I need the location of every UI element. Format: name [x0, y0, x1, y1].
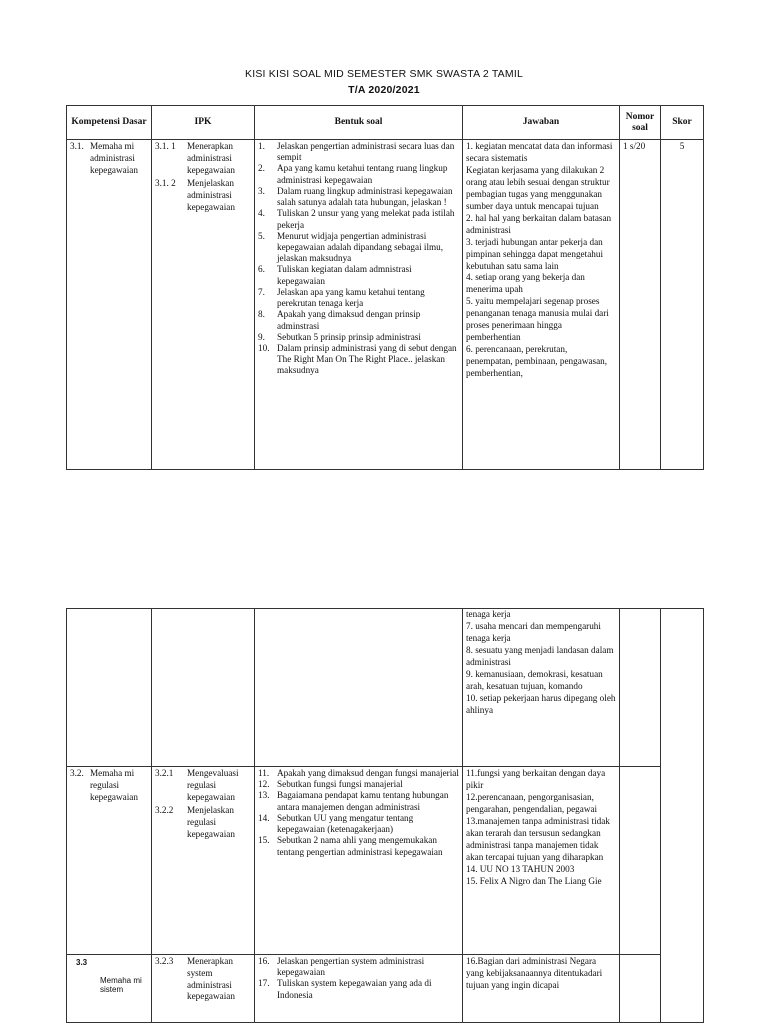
list-item: 14. Sebutkan UU yang mengatur tentang kepegawaian (ketenagakerjaan)	[258, 812, 414, 835]
table-row	[67, 955, 704, 1023]
answer-line: 14. UU NO 13 TAHUN 2003	[466, 863, 575, 874]
table-row	[67, 609, 704, 767]
answer-line: 3. terjadi hubungan antar pekerja dan pimpinan sehingga dapat mengetahui kebutuhan satu sama lain	[466, 236, 604, 271]
kd-text: Memaha mi sistem	[100, 975, 142, 995]
answers-cell	[463, 955, 620, 1023]
list-item: 11. Apakah yang dimaksud dengan fungsi manajerial	[258, 768, 459, 778]
ipk-text: Mengevaluasi regulasi kepegawaian	[187, 768, 239, 802]
ipk-number: 3.2.2	[155, 805, 174, 816]
list-item: 9. Sebutkan 5 prinsip prinsip administrasi	[258, 331, 421, 342]
list-item: 12. Sebutkan fungsi fungsi manajerial	[258, 779, 403, 790]
answer-line: 4. setiap orang yang bekerja dan menerima upah	[466, 272, 585, 295]
list-item: 2. Apa yang kamu ketahui tentang ruang lingkup administrasi kepegawaian	[258, 163, 448, 185]
nomor-cell	[620, 955, 661, 1023]
questions-cell	[255, 140, 463, 470]
answer-line: 9. kemanusiaan, demokrasi, kesatuan arah, kesatuan tujuan, komando	[466, 668, 603, 691]
skor-cell	[661, 609, 704, 1023]
answer-line: 2. hal hal yang berkaitan dalam batasan administrasi	[466, 212, 612, 235]
academic-year: T/A 2020/2021	[348, 84, 420, 96]
questions-cell	[255, 609, 463, 767]
header-ipk: IPK	[152, 106, 255, 140]
questions-cell	[255, 767, 463, 955]
answers-cell	[463, 767, 620, 955]
answer-line: 8. sesuatu yang menjadi landasan dalam administrasi	[466, 644, 614, 667]
ipk-cell	[152, 767, 255, 955]
answer-line: Kegiatan kerjasama yang dilakukan 2 orang atau lebih sesuai dengan struktur pembagian tugas yang menggunakan sumber daya untuk mencapai tujuan	[466, 164, 610, 211]
ipk-number: 3.1. 2	[155, 178, 176, 189]
list-item: 16. Jelaskan pengertian system administrasi kepegawaian	[258, 956, 425, 978]
nomor-cell: 1 s/20	[620, 140, 661, 470]
ipk-number: 3.2.3	[155, 956, 174, 966]
answer-line: 13.manajemen tanpa administrasi tidak akan terarah dan tersusun sedangkan administrasi tanpa manajemen tidak akan tercapai tujuan yang diharapkan	[466, 815, 610, 862]
grid-table-page-1	[66, 105, 704, 470]
kd-cell	[67, 609, 152, 767]
answer-line: 6. perencanaan, perekrutan, penempatan, pembinaan, pengawasan, pemberhentian,	[466, 344, 608, 379]
list-item: 6. Tuliskan kegiatan dalam admnistrasi kepegawaian	[258, 264, 412, 286]
ipk-text: Menjelaskan regulasi kepegawaian	[187, 805, 235, 839]
answer-line: 12.perencanaan, pengorganisasian, pengarahan, pengendalian, pegawai	[466, 791, 598, 814]
kd-text: Memaha mi regulasi kepegawaian	[90, 768, 138, 802]
header-jawaban: Jawaban	[463, 106, 620, 140]
ipk-cell	[152, 140, 255, 470]
nomor-cell	[620, 767, 661, 955]
list-item: 17. Tuliskan system kepegawaian yang ada di Indonesia	[258, 978, 432, 1000]
document-title: KISI KISI SOAL MID SEMESTER SMK SWASTA 2 TAMIL	[245, 68, 523, 80]
list-item: 13. Bagaiamana pendapat kamu tentang hubungan antara manajemen dengan administrasi	[258, 790, 449, 812]
questions-cell	[255, 955, 463, 1023]
ipk-number: 3.1. 1	[155, 141, 176, 151]
kd-cell	[67, 955, 152, 1023]
answer-line: 1. kegiatan mencatat data dan informasi secara sistematis	[466, 141, 613, 163]
kd-number: 3.3	[76, 958, 88, 967]
list-item: 15. Sebutkan 2 nama ahli yang mengemukakan tentang pengertian administrasi kepegawaian	[258, 835, 443, 857]
list-item: 5. Menurut widjaja pengertian administrasi kepegawaian adalah dipandang sebagai ilmu, jelaskan maksudnya	[258, 230, 444, 264]
answers-cell	[463, 140, 620, 470]
header-skor: Skor	[661, 106, 704, 140]
answer-line: 11.fungsi yang berkaitan dengan daya pikir	[466, 768, 606, 790]
ipk-cell	[152, 955, 255, 1023]
list-item: 4. Tuliskan 2 unsur yang yang melekat pada istilah pekerja	[258, 208, 455, 230]
ipk-text: Menerapkan administrasi kepegawaian	[187, 141, 235, 175]
skor-cell: 5	[661, 140, 704, 470]
header-bentuk: Bentuk soal	[255, 106, 463, 140]
kd-cell	[67, 767, 152, 955]
answer-line: 10. setiap pekerjaan harus dipegang oleh ahlinya	[466, 692, 616, 715]
header-nomor: Nomor soal	[620, 106, 661, 140]
answers-cell	[463, 609, 620, 767]
header-kd: Kompetensi Dasar	[67, 106, 152, 140]
answer-line: tenaga kerja	[466, 609, 511, 619]
kd-number: 3.2.	[70, 768, 84, 778]
table-row	[67, 767, 704, 955]
list-item: 8. Apakah yang dimaksud dengan prinsip adminstrasi	[258, 309, 421, 331]
list-item: 3. Dalam ruang lingkup administrasi kepegawaian salah satunya adalah tata hubungan, jelaskan !	[258, 185, 453, 208]
answer-line: 16.Bagian dari administrasi Negara yang kebijaksanaannya ditentukadari tujuan yang ingin dicapai	[466, 956, 603, 990]
list-item: 10. Dalam prinsip administrasi yang di sebut dengan The Right Man On The Right Place.. jelaskan maksudnya	[258, 342, 457, 376]
answer-line: 5. yaitu mempelajari segenap proses penanganan tenaga manusia mulai dari proses penerimaan hingga pemberhentian	[466, 296, 609, 343]
list-item: 7. Jelaskan apa yang kamu ketahui tentang perekrutan tenaga kerja	[258, 286, 425, 309]
list-item: 1. Jelaskan pengertian administrasi secara luas dan sempit	[258, 141, 455, 163]
header-row	[67, 106, 704, 140]
nomor-cell	[620, 609, 661, 767]
answer-line: 15. Felix A Nigro dan The Liang Gie	[466, 875, 602, 886]
ipk-text: Menjelaskan administrasi kepegawaian	[187, 178, 235, 212]
grid-table-page-2	[66, 608, 704, 1023]
kd-number: 3.1.	[70, 141, 84, 151]
kd-text: Memaha mi administrasi kepegawaian	[90, 141, 138, 175]
ipk-cell	[152, 609, 255, 767]
kd-cell	[67, 140, 152, 470]
table-row	[67, 140, 704, 470]
ipk-number: 3.2.1	[155, 768, 174, 778]
answer-line: 7. usaha mencari dan mempengaruhi tenaga kerja	[466, 620, 601, 643]
ipk-text: Menerapkan system administrasi kepegawaian	[187, 956, 235, 1002]
